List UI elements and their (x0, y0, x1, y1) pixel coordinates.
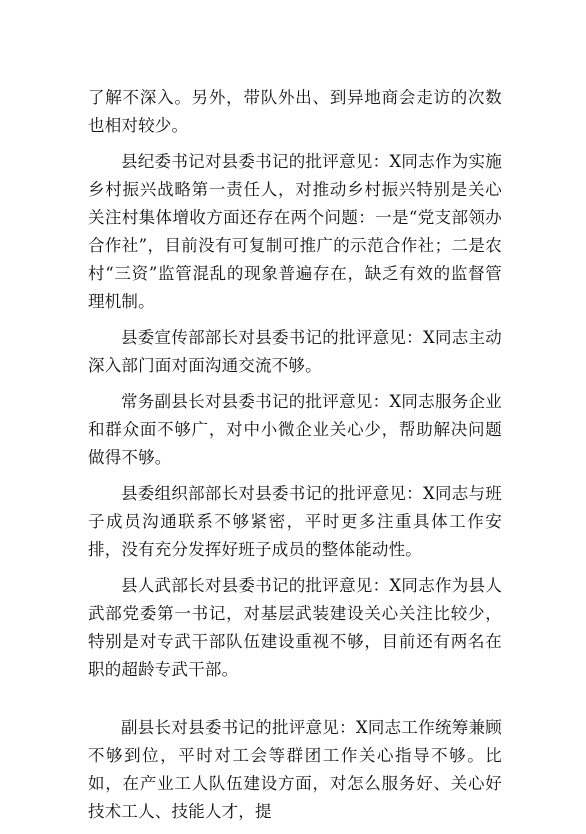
paragraph-deputy-county-head-critique: 副县长对县委书记的批评意见：X同志工作统筹兼顾不够到位，平时对工会等群团工作关心指导不够。比如，在产业工人队伍建设方面，对怎么服务好、关心好技术工人、技能人才，提 (88, 718, 502, 821)
paragraph-organization-minister-critique: 县委组织部部长对县委书记的批评意见：X同志与班子成员沟通联系不够紧密，平时更多注重具体工作安排，没有充分发挥好班子成员的整体能动性。 (88, 484, 502, 559)
paragraph-spacer (88, 692, 502, 714)
paragraph-propaganda-minister-critique: 县委宣传部部长对县委书记的批评意见：X同志主动深入部门面对面沟通交流不够。 (88, 328, 502, 375)
paragraph-continuation: 了解不深入。另外，带队外出、到异地商会走访的次数也相对较少。 (88, 88, 502, 135)
paragraph-armed-forces-minister-critique: 县人武部长对县委书记的批评意见：X同志作为县人武部党委第一书记，对基层武装建设关心关注比较少，特别是对专武干部队伍建设重视不够，目前还有两名在职的超龄专武干部。 (88, 576, 502, 679)
paragraph-discipline-secretary-critique: 县纪委书记对县委书记的批评意见：X同志作为实施乡村振兴战略第一责任人，对推动乡村振兴特别是关心关注村集体增收方面还存在两个问题：一是“党支部领办合作社”，目前没有可复制可推广的示范合作社；二是农村“三资”监管混乱的现象普遍存在，缺乏有效的监督管理机制。 (88, 152, 502, 311)
paragraph-executive-deputy-critique: 常务副县长对县委书记的批评意见：X同志服务企业和群众面不够广，对中小微企业关心少，帮助解决问题做得不够。 (88, 392, 502, 467)
document-body (88, 84, 502, 834)
